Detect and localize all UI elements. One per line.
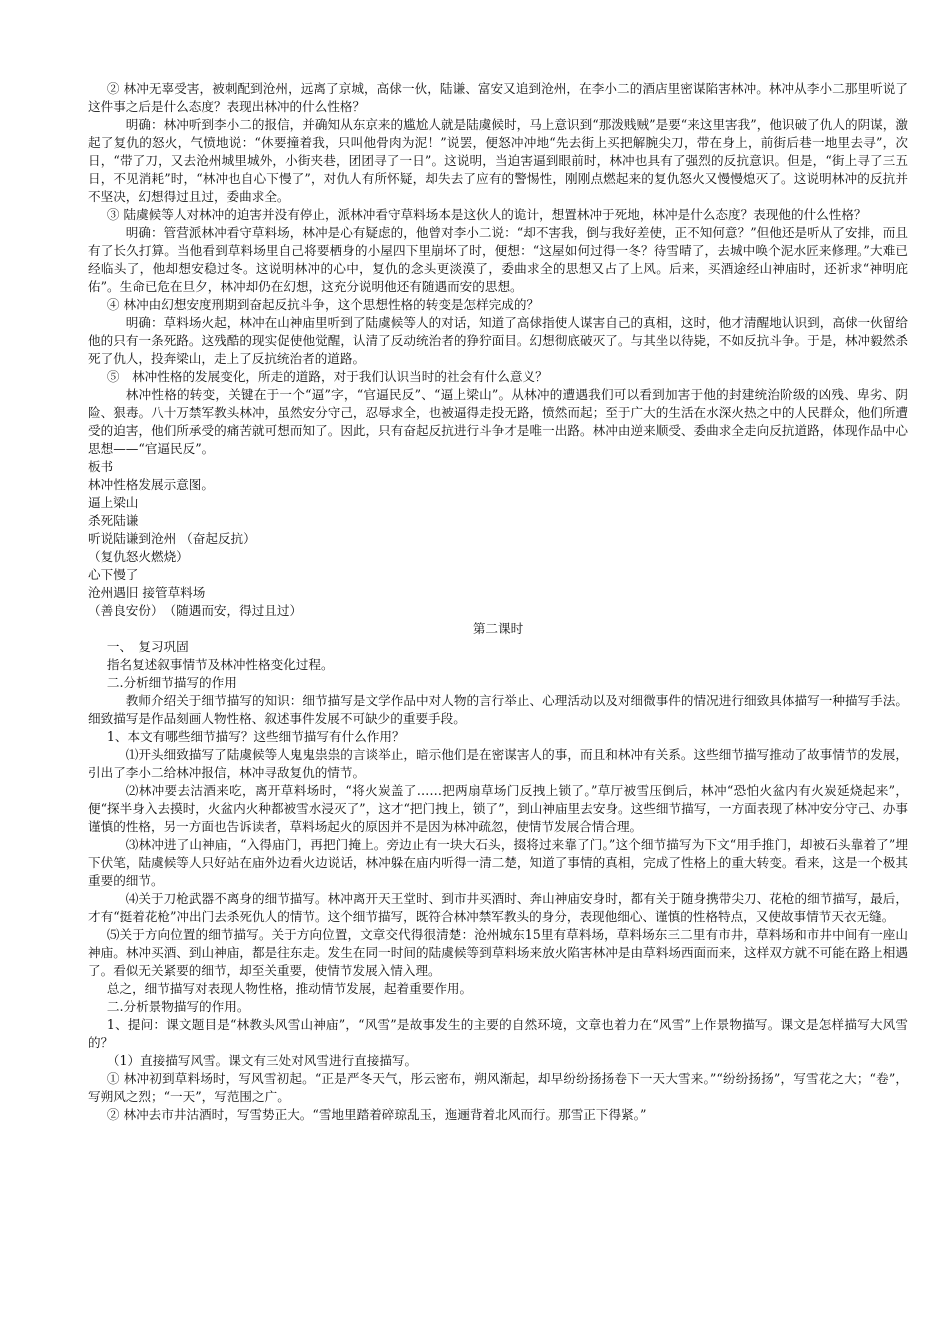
paragraph: 一、 复习巩固: [106, 639, 189, 654]
paragraph: ⑷关于刀枪武器不离身的细节描写。林冲离开天王堂时、到市井买酒时、奔山神庙安身时，都有关于随身携带尖刀、花枪的细节描写，最后，才有“挺着花枪”冲出门去杀死仇人的情节。这个细节描写，既符合林冲禁军教头的身分，表现他细心、谨慎的性格特点，又使故事情节天衣无缝。: [88, 891, 908, 924]
paragraph: ⑤ 林冲性格的发展变化，所走的道路，对于我们认识当时的社会有什么意义？: [106, 369, 548, 384]
paragraph: 指名复述叙事情节及林冲性格变化过程。: [106, 657, 334, 672]
paragraph: 明确：林冲听到李小二的报信，并确知从东京来的尴尬人就是陆虞候时，马上意识到“那泼贱贼”是要“来这里害我”，他识破了仇人的阴谋，激起了复仇的怒火，气愤地说：“休要撞着我，只叫他骨肉为泥！”说罢，便怒冲冲地“先去街上买把解腕尖刀，带在身上，前街后巷一地里去寻”，次日，“带了刀，又去沧州城里城外，小街夹巷，团团寻了一日”。这说明，当迫害逼到眼前时，林冲也具有了强烈的反抗意识。但是，“街上寻了三五日，不见消耗”时，“林冲也自心下慢了”，对仇人有所怀疑，却失去了应有的警惕性，刚刚点燃起来的复仇怒火又慢慢熄灭了。这说明林冲的反抗并不坚决，幻想得过且过，委曲求全。: [88, 117, 908, 204]
board-line: 林冲性格发展示意图。: [88, 477, 214, 492]
board-line: 沧州遇旧 接管草料场: [88, 585, 206, 600]
paragraph: ② 林冲无辜受害，被刺配到沧州，远离了京城，高俅一伙，陆谦、富安又追到沧州，在李小二的酒店里密谋陷害林冲。林冲从李小二那里听说了这件事之后是什么态度？表现出林冲的什么性格？: [88, 81, 908, 114]
board-line: 逼上梁山: [88, 495, 139, 510]
paragraph: 明确：管营派林冲看守草料场，林冲是心有疑虑的，他曾对李小二说：“却不害我，倒与我好差使，正不知何意？”但他还是听从了安排，而且有了长久打算。当他看到草料场里自己将要栖身的小屋四下里崩坏了时，便想：“这屋如何过得一冬？待雪晴了，去城中唤个泥水匠来修理。”大难已经临头了，他却想安稳过冬。这说明林冲的心中，复仇的念头更淡漠了，委曲求全的思想又占了上风。后来，买酒途经山神庙时，还祈求“神明庇佑”。生命已危在旦夕，林冲却仍在幻想，这充分说明他还有随遇而安的思想。: [88, 225, 908, 294]
board-line: 听说陆谦到沧州 （奋起反抗）: [88, 531, 256, 546]
paragraph: 教师介绍关于细节描写的知识：细节描写是文学作品中对人物的言行举止、心理活动以及对细微事件的情况进行细致具体描写一种描写手法。细致描写是作品刻画人物性格、叙述事件发展不可缺少的重要手段。: [88, 693, 908, 726]
paragraph: ⑸关于方向位置的细节描写。关于方向位置，文章交代得很清楚：沧州城东15里有草料场，草料场东三二里有市井，草料场和市井中间有一座山神庙。林冲买酒、到山神庙，都是往东走。发生在同一时间的陆虞候等到草料场来放火陷害林冲是由草料场西面而来，这样双方就不可能在路上相遇了。看似无关紧要的细节，却至关重要，使情节发展入情入理。: [88, 927, 908, 978]
paragraph: 二.分析景物描写的作用。: [106, 999, 250, 1014]
paragraph: ⑶林冲进了山神庙，“入得庙门，再把门掩上。旁边止有一块大石头，掇将过来靠了门。”这个细节描写为下文“用手推门，却被石头靠着了”埋下伏笔，陆虞候等人只好站在庙外边看火边说话，林冲躲在庙内听得一清二楚，知道了事情的真相，完成了性格上的重大转变。看来，这是一个极其重要的细节。: [88, 837, 908, 888]
board-heading: 板书: [88, 459, 114, 474]
paragraph: 1、本文有哪些细节描写？这些细节描写有什么作用？: [106, 729, 405, 744]
paragraph: （1）直接描写风雪。课文有三处对风雪进行直接描写。: [106, 1053, 418, 1068]
document-page: [88, 80, 908, 1124]
paragraph: ⑴开头细致描写了陆虞候等人鬼鬼祟祟的言谈举止，暗示他们是在密谋害人的事，而且和林冲有关系。这些细节描写推动了故事情节的发展，引出了李小二给林冲报信，林冲寻敌复仇的情节。: [88, 747, 908, 780]
board-line: （复仇怒火燃烧）: [88, 549, 189, 564]
board-line: （善良安份） （随遇而安，得过且过）: [88, 603, 303, 618]
lesson2-title: 第二课时: [472, 621, 524, 636]
paragraph: ④ 林冲由幻想安度刑期到奋起反抗斗争，这个思想性格的转变是怎样完成的？: [106, 297, 540, 312]
paragraph: 二.分析细节描写的作用: [106, 675, 237, 690]
board-line: 杀死陆谦: [88, 513, 139, 528]
paragraph: ⑵林冲要去沽酒来吃，离开草料场时，“将火炭盖了……把两扇草场门反拽上锁了。”草厅被雪压倒后，林冲“恐怕火盆内有火炭延烧起来”，便“探半身入去摸时，火盆内火种都被雪水浸灭了”，这才“把门拽上，锁了”，到山神庙里去安身。这些细节描写，一方面表现了林冲安分守己、办事谨慎的性格，另一方面也告诉读者，草料场起火的原因并不是因为林冲疏忽，使情节发展合情合理。: [88, 783, 908, 834]
paragraph: 总之，细节描写对表现人物性格，推动情节发展，起着重要作用。: [106, 981, 473, 996]
lesson2-content: [88, 638, 908, 1124]
paragraph: 林冲性格的转变，关键在于一个“逼”字，“官逼民反”、“逼上梁山”。从林冲的遭遇我们可以看到加害于他的封建统治阶级的凶残、卑劣、阴险、狠毒。八十万禁军教头林冲，虽然安分守己，忍辱求全，也被逼得走投无路，愤然而起；至于广大的生活在水深火热之中的人民群众，他们所遭受的迫害，他们所承受的痛苦就可想而知了。因此，只有奋起反抗进行斗争才是唯一出路。林冲由逆来顺受、委曲求全走向反抗道路，体现作品中心思想——“官逼民反”。: [88, 387, 908, 456]
paragraph: 1、提问：课文题目是“林教头风雪山神庙”，“风雪”是故事发生的主要的自然环境，文章也着力在“风雪”上作景物描写。课文是怎样描写大风雪的？: [88, 1017, 908, 1050]
blackboard-outline: [88, 458, 908, 620]
paragraph: 明确：草料场火起，林冲在山神庙里听到了陆虞候等人的对话，知道了高俅指使人谋害自己的真相，这时，他才清醒地认识到，高俅一伙留给他的只有一条死路。这残酷的现实促使他觉醒，认清了反动统治者的狰狞面目。幻想彻底破灭了。与其坐以待毙，不如反抗斗争。于是，林冲毅然杀死了仇人，投奔梁山，走上了反抗统治者的道路。: [88, 315, 908, 366]
lesson1-analysis: [88, 80, 908, 458]
paragraph: ① 林冲初到草料场时，写风雪初起。“正是严冬天气，彤云密布，朔风渐起，却早纷纷扬扬卷下一天大雪来。”“纷纷扬扬”，写雪花之大；“卷”，写朔风之烈；“一天”，写范围之广。: [88, 1071, 908, 1104]
paragraph: ③ 陆虞候等人对林冲的迫害并没有停止，派林冲看守草料场本是这伙人的诡计，想置林冲于死地，林冲是什么态度？表现他的什么性格？: [106, 207, 867, 222]
board-line: 心下慢了: [88, 567, 139, 582]
paragraph: ② 林冲去市井沽酒时，写雪势正大。“雪地里踏着碎琼乱玉，迤逦背着北风而行。那雪正下得紧。”: [106, 1107, 647, 1122]
